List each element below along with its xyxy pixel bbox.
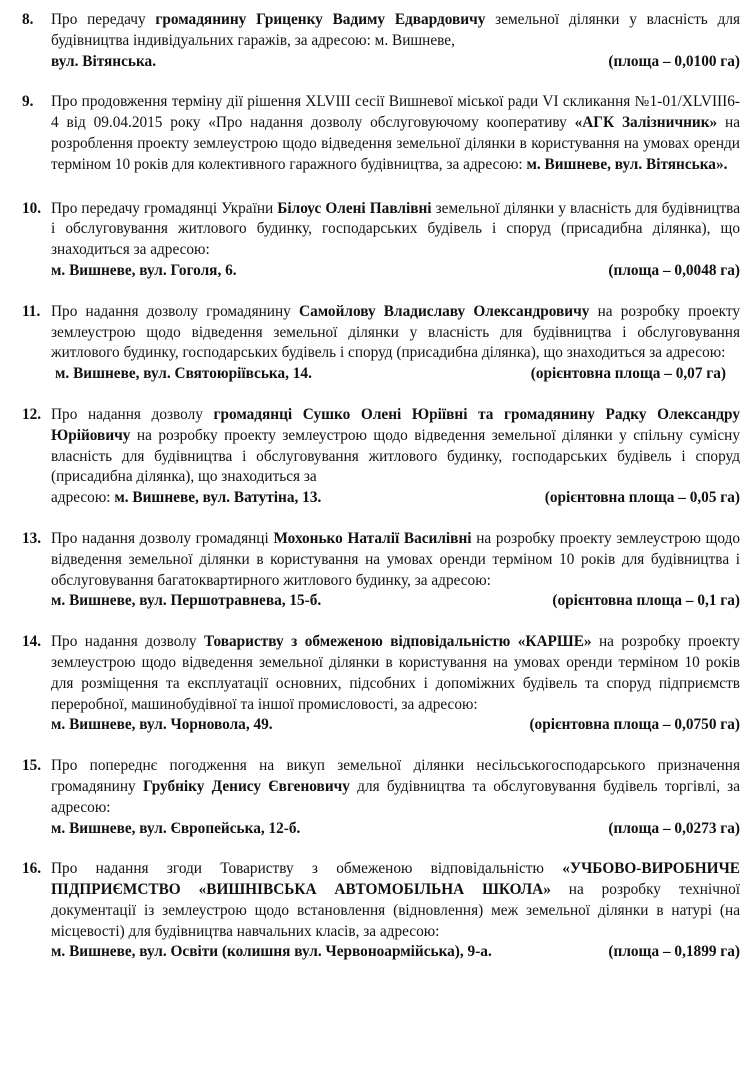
- item-number: 13.: [22, 529, 42, 547]
- area: (орієнтовна площа – 0,1 га): [552, 592, 740, 610]
- area: (площа – 0,0273 га): [608, 819, 740, 837]
- area: (площа – 0,0100 га): [608, 52, 740, 70]
- item-number: 10.: [22, 199, 42, 217]
- agenda-item-11: [22, 302, 740, 385]
- item-text: Про продовження терміну дії рішення XLVIII сесії Вишневої міської ради VI скликання №1-01/XLVIII6-4 від 09.04.2015 року «Про надання дозволу обслуговуючому кооперативу «АГК Залізничник» на розроблення проекту землеустрою щодо відведення земельної ділянки в користування на умовах оренди терміном 10 років для колективного гаражного будівництва, за адресою: м. Вишневе, вул. Вітянська».: [51, 93, 740, 173]
- item-number: 11.: [22, 302, 41, 320]
- agenda-item-8: [22, 10, 740, 72]
- address: м. Вишневе, вул. Європейська, 12-б.: [51, 819, 301, 837]
- item-number: 16.: [22, 860, 42, 878]
- area: (площа – 0,0048 га): [608, 261, 740, 279]
- address-row: [51, 715, 740, 736]
- agenda-item-16: [22, 859, 740, 963]
- item-text: Про надання дозволу громадянину Самойлову Владиславу Олександровичу на розробку проекту землеустрою щодо відведення земельної ділянки у власність для будівництва і обслуговування житлового будинку, господарських будівель і споруд (присадибна ділянка), що знаходиться за адресою: м. Вишневе, вул. Святоюріївська, 14. (орієнтовна площа – 0,07 га): [51, 302, 740, 385]
- agenda-item-12: [22, 405, 740, 509]
- agenda-item-9: [22, 92, 740, 175]
- address: м. Вишневе, вул. Святоюріївська, 14.: [55, 365, 312, 383]
- address: м. Вишневе, вул. Ватутіна, 13.: [114, 489, 322, 507]
- area: (орієнтовна площа – 0,05 га): [544, 489, 740, 507]
- item-number: 15.: [22, 757, 42, 775]
- item-number: 12.: [22, 405, 42, 423]
- area: (орієнтовна площа – 0,07 га): [530, 365, 726, 383]
- address-row: [51, 364, 740, 385]
- area: (площа – 0,1899 га): [608, 943, 740, 961]
- address-row: [51, 52, 740, 73]
- agenda-item-15: [22, 756, 740, 839]
- address-row: [51, 261, 740, 282]
- item-text: Про попереднє погодження на викуп земельної ділянки несільськогосподарського призначення громадянину Грубніку Денису Євгеновичу для будівництва та обслуговування будівель торгівлі, за адресою: м. Вишневе, вул. Європейська, 12-б. (площа – 0,0273 га): [51, 756, 740, 839]
- agenda-item-10: [22, 199, 740, 282]
- address-row: [51, 591, 740, 612]
- address: вул. Вітянська.: [51, 52, 157, 70]
- address-row: адресою: м. Вишневе, вул. Ватутіна, 13. (орієнтовна площа – 0,05 га): [51, 488, 740, 509]
- area: (орієнтовна площа – 0,0750 га): [529, 716, 740, 734]
- item-text: Про надання дозволу Товариству з обмеженою відповідальністю «КАРШЕ» на розробку проекту землеустрою щодо відведення земельної ділянки в користування на умовах оренди терміном 10 років для розміщення та експлуатації основних, підсобних і допоміжних будівель та споруд підприємств переробної, машинобудівної та іншої промисловості, за адресою: м. Вишневе, вул. Чорновола, 49. (орієнтовна площа – 0,0750 га): [51, 632, 740, 736]
- agenda-item-14: [22, 632, 740, 736]
- item-text: Про передачу громадянці України Білоус Олені Павлівні земельної ділянки у власність для будівництва і обслуговування житлового будинку, господарських будівель і споруд (присадибна ділянка), що знаходиться за адресою: м. Вишневе, вул. Гоголя, 6. (площа – 0,0048 га): [51, 199, 740, 282]
- item-number: 8.: [22, 11, 34, 28]
- item-text: Про надання дозволу громадянці Мохонько Наталії Василівні на розробку проекту землеустрою щодо відведення земельної ділянки в користування на умовах оренди терміном 10 років для будівництва і обслуговування багатоквартирного житлового будинку, за адресою: м. Вишневе, вул. Першотравнева, 15-б. (орієнтовна площа – 0,1 га): [51, 529, 740, 612]
- agenda-item-13: [22, 529, 740, 612]
- item-number: 14.: [22, 633, 42, 651]
- item-number: 9.: [22, 93, 34, 111]
- address-row: [51, 942, 740, 963]
- address: м. Вишневе, вул. Чорновола, 49.: [51, 716, 273, 734]
- address: м. Вишневе, вул. Гоголя, 6.: [51, 261, 237, 279]
- address: м. Вишневе, вул. Першотравнева, 15-б.: [51, 592, 322, 610]
- address: м. Вишневе, вул. Освіти (колишня вул. Червоноармійська), 9-а.: [51, 943, 492, 961]
- item-text: Про надання дозволу громадянці Сушко Олені Юріївні та громадянину Радку Олександру Юрійовичу на розробку проекту землеустрою щодо відведення земельної ділянки у спільну сумісну власність для будівництва і обслуговування житлового будинку, господарських будівель і споруд (присадибна ділянка), що знаходиться за адресою: м. Вишневе, вул. Ватутіна, 13. (орієнтовна площа – 0,05 га): [51, 405, 740, 509]
- item-text: Про надання згоди Товариству з обмеженою відповідальністю «УЧБОВО-ВИРОБНИЧЕ ПІДПРИЄМСТВО «ВИШНІВСЬКА АВТОМОБІЛЬНА ШКОЛА» на розробку технічної документації із землеустрою щодо встановлення (відновлення) меж земельної ділянки в натурі (на місцевості) для будівництва навчальних класів, за адресою: м. Вишневе, вул. Освіти (колишня вул. Червоноармійська), 9-а. (площа – 0,1899 га): [51, 859, 740, 963]
- address-row: [51, 819, 740, 840]
- item-text: Про передачу громадянину Гриценку Вадиму Едвардовичу земельної ділянки у власність для будівництва індивідуальних гаражів, за адресою: м. Вишневе, вул. Вітянська. (площа – 0,0100 га): [51, 10, 740, 72]
